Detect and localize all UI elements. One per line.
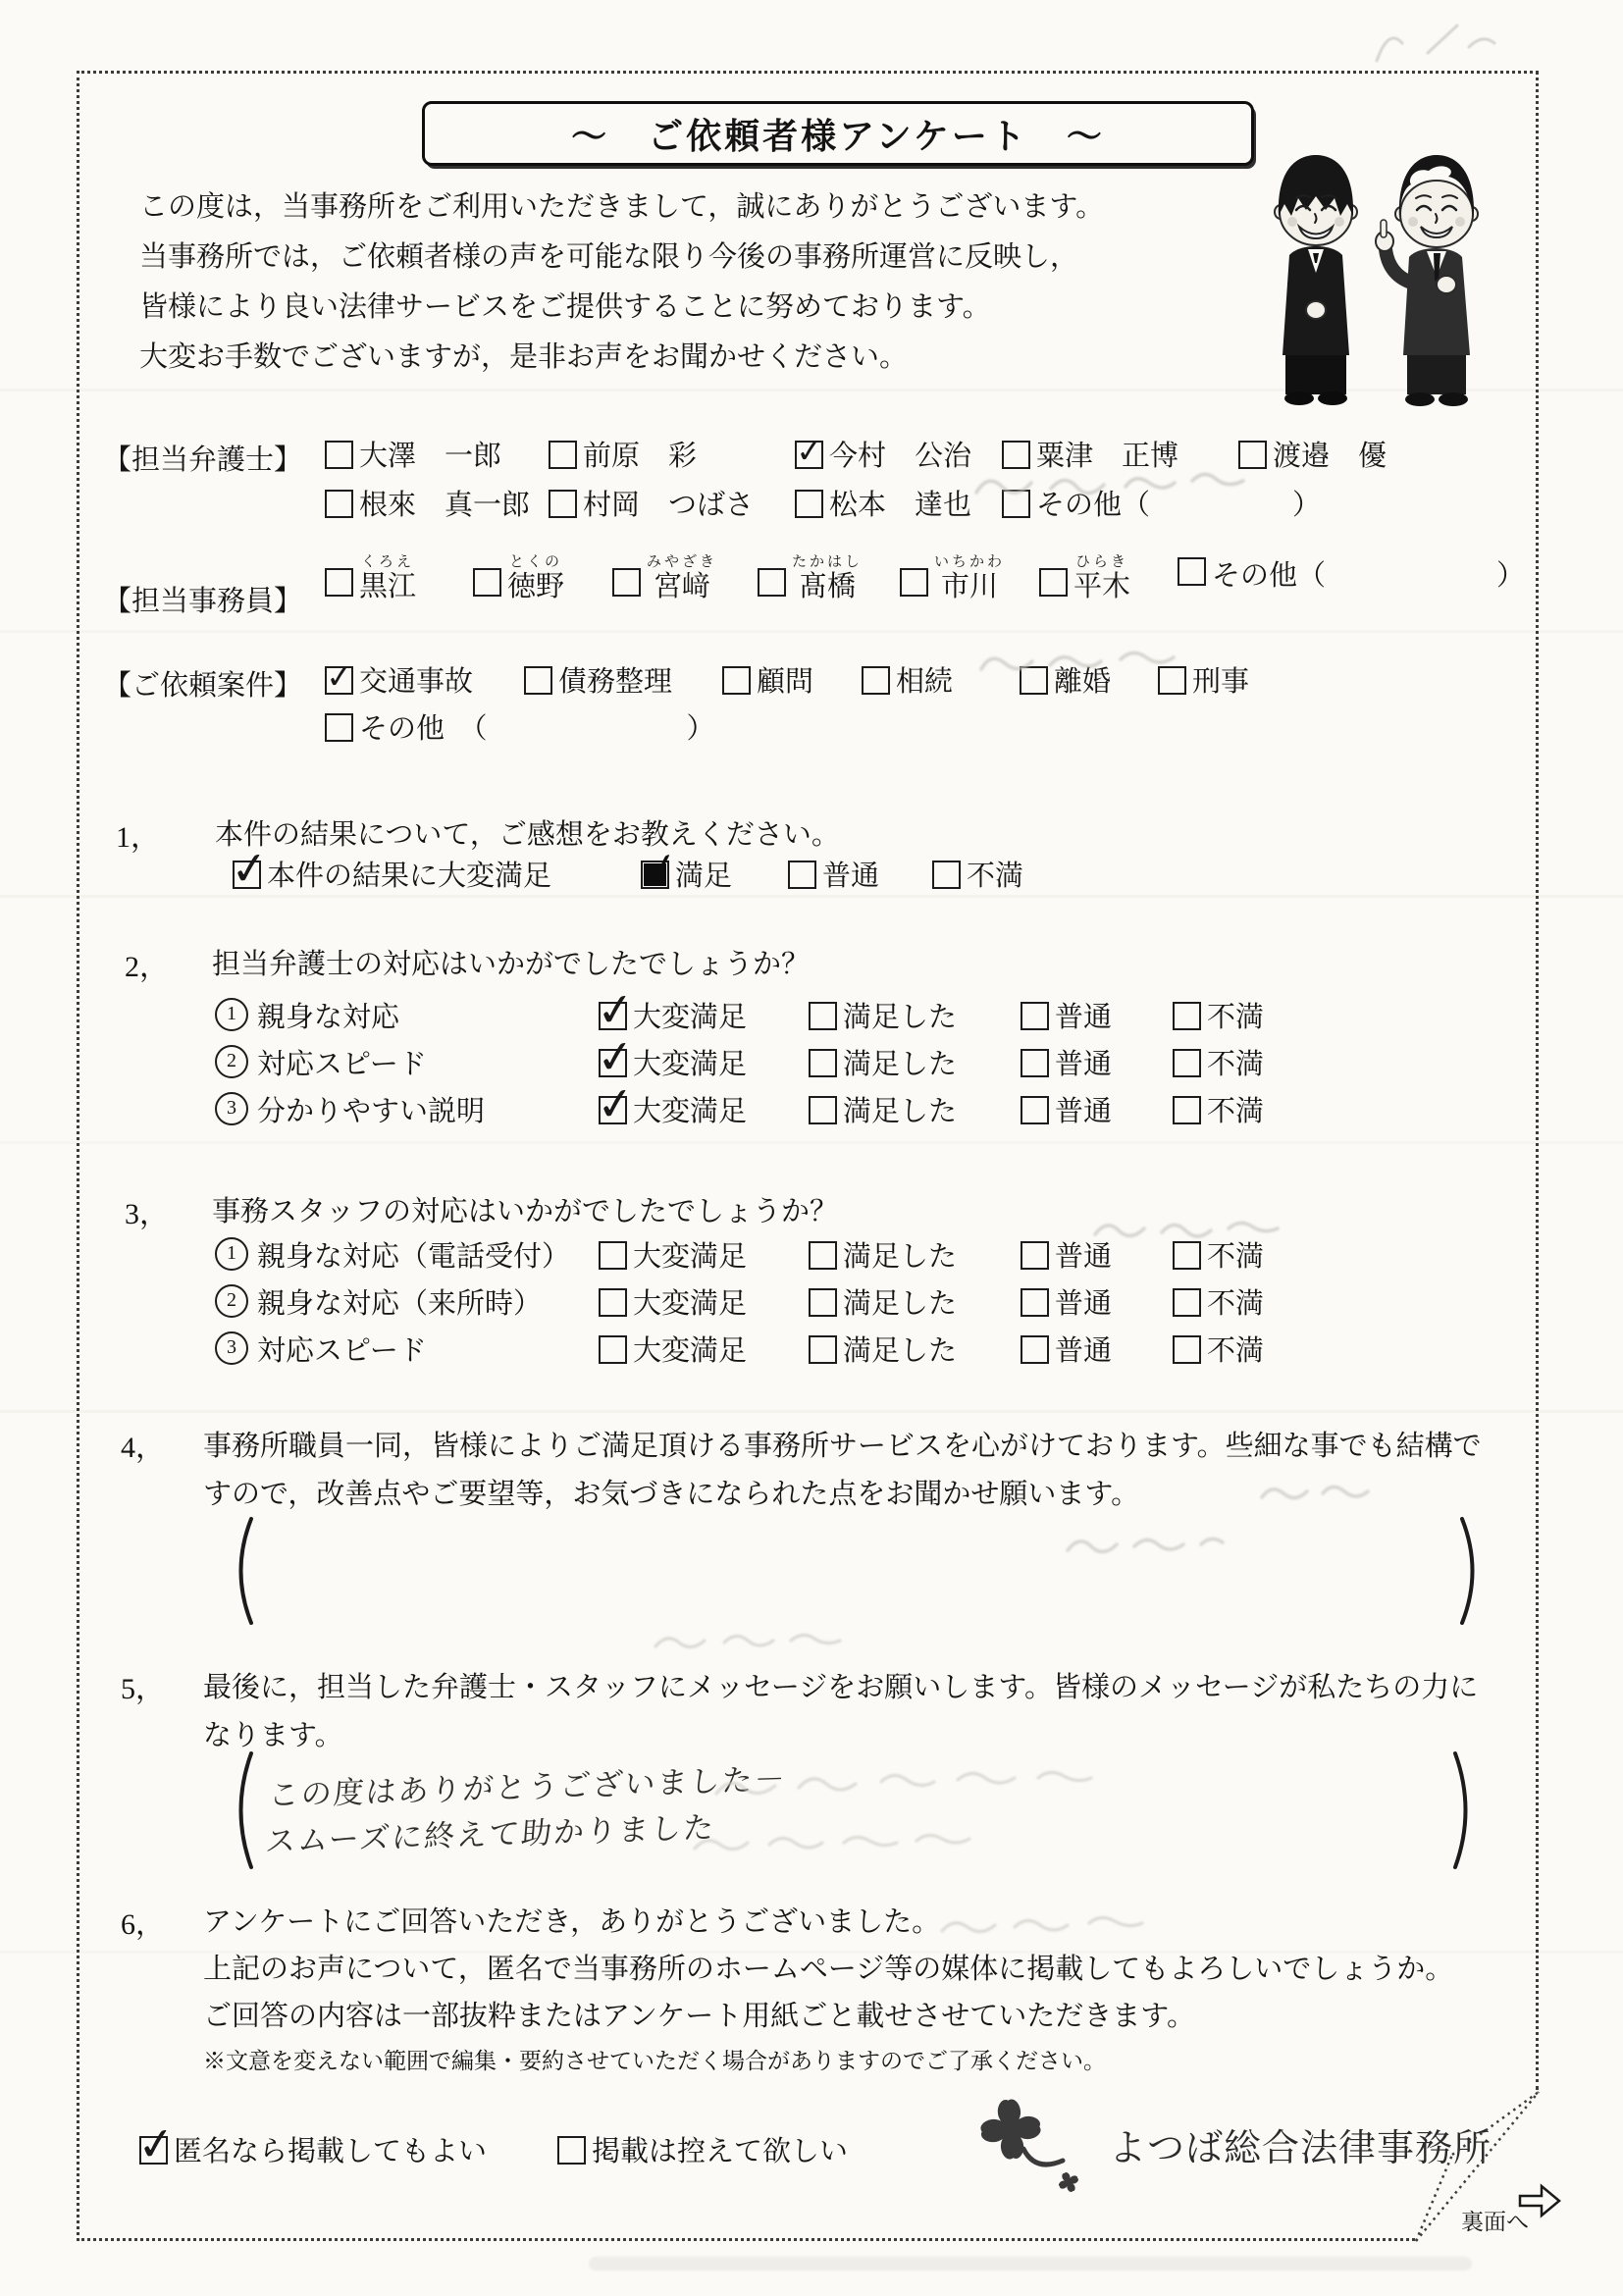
- furigana: みやざき: [647, 554, 718, 570]
- q3-row1-dissatisfied[interactable]: 不満: [1173, 1234, 1264, 1275]
- q4-answer-paren-left: [227, 1516, 256, 1626]
- checkbox[interactable]: [809, 1288, 837, 1317]
- q2-row1-satisfied[interactable]: 満足した: [809, 995, 957, 1035]
- clover-logo-icon: [967, 2088, 1114, 2211]
- checkbox[interactable]: [325, 713, 353, 742]
- staff-option-takahashi[interactable]: たかはし 髙橋: [758, 555, 863, 601]
- checkbox[interactable]: [809, 1241, 837, 1270]
- scan-shadow-band: [589, 2257, 1472, 2270]
- staff-option-hiraki[interactable]: ひらき 平木: [1039, 555, 1130, 601]
- furigana: たかはし: [792, 554, 864, 570]
- checkbox[interactable]: [599, 1241, 627, 1270]
- lawyer-option-maehara[interactable]: 前原 彩: [549, 434, 697, 474]
- q2-row2-satisfied[interactable]: 満足した: [809, 1042, 957, 1082]
- q3-number: 3，: [125, 1198, 169, 1230]
- q6-line3: ご回答の内容は一部抜粋またはアンケート用紙ごと載せさせていただきます。: [203, 2001, 1195, 2032]
- q6-note: ※文意を変えない範囲で編集・要約させていただく場合がありますのでご了承ください。: [203, 2049, 1106, 2073]
- staff-option-other[interactable]: その他（ ）: [1178, 555, 1525, 591]
- checkbox[interactable]: [139, 2136, 168, 2165]
- q2-row-3: [0, 1089, 1623, 1132]
- staff-option-tokuno[interactable]: とくの 徳野: [473, 555, 564, 601]
- circled-number: 2: [215, 1284, 248, 1318]
- checkbox[interactable]: [809, 1335, 837, 1364]
- circled-number: 1: [215, 998, 248, 1031]
- checkbox[interactable]: [233, 861, 261, 889]
- checkbox[interactable]: [599, 1288, 627, 1317]
- case-option-other[interactable]: その他 （ ）: [325, 706, 715, 747]
- checkbox[interactable]: [900, 568, 928, 597]
- checkbox[interactable]: [1173, 1335, 1201, 1364]
- checkbox[interactable]: [612, 568, 641, 597]
- checkbox[interactable]: [1173, 1096, 1201, 1124]
- circled-number: 3: [215, 1092, 248, 1125]
- bleedthrough-mark: [648, 1621, 942, 1660]
- q3-text: 事務スタッフの対応はいかがでしたでしょうか？: [212, 1196, 839, 1227]
- furigana: とくの: [509, 554, 563, 570]
- q1-option-dissatisfied[interactable]: 不満: [932, 854, 1023, 894]
- checkbox[interactable]: [1039, 568, 1068, 597]
- case-row-2: [0, 706, 1623, 750]
- intro-line: 当事務所では，ご依頼者様の声を可能な限り今後の事務所運営に反映し，: [139, 241, 1079, 273]
- circled-number: 3: [215, 1331, 248, 1365]
- q1-text: 本件の結果について，ご感想をお教えください。: [215, 819, 840, 851]
- q3-row2-label: 親身な対応（来所時）: [257, 1288, 543, 1320]
- q2-row2-very-satisfied[interactable]: ✓ 大変満足: [599, 1042, 747, 1082]
- case-option-traffic-accident[interactable]: ✓ 交通事故: [325, 659, 473, 700]
- q3-row-3: [0, 1329, 1623, 1372]
- q3-row2-neutral[interactable]: 普通: [1021, 1281, 1112, 1322]
- q3-row2-satisfied[interactable]: 満足した: [809, 1281, 957, 1322]
- checkbox[interactable]: [599, 1049, 627, 1077]
- checkbox[interactable]: [599, 1335, 627, 1364]
- staff-row: [0, 555, 1623, 612]
- q6-number: 6，: [121, 1908, 165, 1941]
- q4-text: 事務所職員一同，皆様によりご満足頂ける事務所サービスを心がけております。些細な事でも結構で すので，改善点やご要望等，お気づきになられた点をお聞かせ願います。: [203, 1431, 1482, 1510]
- q2-row-1: [0, 995, 1623, 1038]
- checkbox[interactable]: [325, 490, 353, 518]
- lawyer-row-2: [0, 483, 1623, 526]
- q3-row3-neutral[interactable]: 普通: [1021, 1329, 1112, 1369]
- checkbox[interactable]: [1002, 441, 1030, 469]
- furigana: いちかわ: [934, 554, 1006, 570]
- q2-text: 担当弁護士の対応はいかがでしたでしょうか？: [212, 949, 811, 980]
- q5-text: 最後に，担当した弁護士・スタッフにメッセージをお願いします。皆様のメッセージが私たちの力に なります。: [203, 1672, 1479, 1751]
- checkbox[interactable]: [809, 1096, 837, 1124]
- q2-row3-dissatisfied[interactable]: 不満: [1173, 1089, 1264, 1129]
- intro-text: [139, 183, 1104, 383]
- checkbox[interactable]: [1021, 1241, 1049, 1270]
- checkbox[interactable]: [1173, 1241, 1201, 1270]
- q1-option-satisfied[interactable]: ✓ 満足: [641, 854, 732, 894]
- q3-row3-satisfied[interactable]: 満足した: [809, 1329, 957, 1369]
- scan-streak: [0, 1410, 1623, 1413]
- bleedthrough-mark: [707, 1762, 1374, 1813]
- checkbox[interactable]: [932, 861, 961, 889]
- lawyer-option-matsumoto[interactable]: 松本 達也: [795, 483, 971, 523]
- q2-row3-neutral[interactable]: 普通: [1021, 1089, 1112, 1129]
- lawyer-option-osawa[interactable]: 大澤 一郎: [325, 434, 501, 474]
- q3-row3-dissatisfied[interactable]: 不満: [1173, 1329, 1264, 1369]
- q3-row1-satisfied[interactable]: 満足した: [809, 1234, 957, 1275]
- q3-row1-neutral[interactable]: 普通: [1021, 1234, 1112, 1275]
- checkbox[interactable]: [1158, 666, 1186, 695]
- checkbox[interactable]: [1021, 1335, 1049, 1364]
- q1-option-neutral[interactable]: 普通: [788, 854, 879, 894]
- q5-answer-paren-right: [1450, 1750, 1480, 1870]
- lawyer-option-imamura[interactable]: ✓ 今村 公治: [795, 434, 971, 474]
- q6-line1: アンケートにご回答いただき，ありがとうございました。: [203, 1906, 941, 1938]
- q1-options: [0, 854, 1623, 897]
- case-option-criminal[interactable]: 刑事: [1158, 659, 1249, 700]
- lawyer-option-watanabe[interactable]: 渡邉 優: [1238, 434, 1387, 474]
- lawyer-option-other[interactable]: その他（ ）: [1002, 483, 1321, 523]
- staff-option-kuroe[interactable]: くろえ 黒江: [325, 555, 416, 601]
- staff-option-ichikawa[interactable]: いちかわ 市川: [900, 555, 1005, 601]
- q1-option-very-satisfied[interactable]: ✓ 本件の結果に大変満足: [233, 854, 551, 894]
- checkbox[interactable]: [1173, 1002, 1201, 1030]
- checkbox[interactable]: [1173, 1288, 1201, 1317]
- furigana: ひらき: [1075, 554, 1129, 570]
- checkbox[interactable]: [557, 2136, 586, 2165]
- q2-row1-very-satisfied[interactable]: ✓ 大変満足: [599, 995, 747, 1035]
- pencil-scan-artifact: [1359, 14, 1506, 75]
- case-option-divorce[interactable]: 離婚: [1020, 659, 1111, 700]
- q6-option-do-not-publish[interactable]: 掲載は控えて欲しい: [557, 2129, 848, 2169]
- bleedthrough-mark: [934, 1904, 1287, 1949]
- case-option-debt[interactable]: 債務整理: [524, 659, 672, 700]
- checkbox[interactable]: [599, 1096, 627, 1124]
- checkbox[interactable]: [325, 666, 353, 695]
- page-title: [422, 101, 1254, 166]
- case-option-advisory[interactable]: 顧問: [722, 659, 813, 700]
- q4-answer-paren-right: [1457, 1516, 1487, 1626]
- checkbox[interactable]: [788, 861, 816, 889]
- q3-row-1: [0, 1234, 1623, 1278]
- arrow-right-icon: [1517, 2182, 1562, 2219]
- q2-row1-neutral[interactable]: 普通: [1021, 995, 1112, 1035]
- scan-streak: [0, 630, 1623, 633]
- staff-option-miyazaki[interactable]: みやざき 宮﨑: [612, 555, 717, 601]
- checkbox[interactable]: [809, 1049, 837, 1077]
- checkbox[interactable]: [1020, 666, 1048, 695]
- lawyer-option-negoro[interactable]: 根來 真一郎: [325, 483, 530, 523]
- checkbox[interactable]: [1021, 1288, 1049, 1317]
- intro-line: この度は，当事務所をご利用いただきまして，誠にありがとうございます。: [139, 191, 1105, 223]
- checkbox[interactable]: [325, 441, 353, 469]
- intro-line: 大変お手数でございますが，是非お声をお聞かせください。: [139, 341, 909, 373]
- q3-row3-label: 対応スピード: [257, 1335, 427, 1367]
- lawyer-option-muraoka[interactable]: 村岡 つばさ: [549, 483, 754, 523]
- firm-name: よつば総合法律事務所: [1109, 2128, 1492, 2169]
- q4-answer-area[interactable]: [265, 1531, 1442, 1614]
- checkbox[interactable]: [809, 1002, 837, 1030]
- lawyer-row-1: [0, 434, 1623, 477]
- checkbox[interactable]: [524, 666, 552, 695]
- scan-streak: [0, 1141, 1623, 1144]
- lawyer-section-label: 【担当弁護士】: [103, 444, 303, 476]
- two-lawyers-illustration: [1252, 131, 1495, 418]
- q2-row2-dissatisfied[interactable]: 不満: [1173, 1042, 1264, 1082]
- q1-number: 1，: [116, 821, 160, 854]
- checkbox[interactable]: [641, 861, 669, 889]
- case-row-1: [0, 659, 1623, 703]
- circled-number: 2: [215, 1045, 248, 1078]
- checkbox[interactable]: [473, 568, 501, 597]
- back-side-label[interactable]: 裏面へ: [1461, 2209, 1529, 2234]
- page-title-text: ～ ご依頼者様アンケート ～: [571, 116, 1105, 156]
- q2-number: 2，: [125, 951, 169, 983]
- q2-row2-neutral[interactable]: 普通: [1021, 1042, 1112, 1082]
- q3-row2-dissatisfied[interactable]: 不満: [1173, 1281, 1264, 1322]
- q3-row-2: [0, 1281, 1623, 1325]
- staff-section-label: 【担当事務員】: [103, 586, 303, 617]
- circled-number: 1: [215, 1237, 248, 1271]
- q3-row1-label: 親身な対応（電話受付）: [257, 1241, 571, 1273]
- intro-line: 皆様により良い法律サービスをご提供することに努めております。: [139, 291, 991, 323]
- q3-row3-very-satisfied[interactable]: 大変満足: [599, 1329, 747, 1369]
- q6-line2: 上記のお声について，匿名で当事務所のホームページ等の媒体に掲載してもよろしいでしょうか。: [203, 1954, 1454, 1985]
- q3-row2-very-satisfied[interactable]: 大変満足: [599, 1281, 747, 1322]
- q2-row1-label: 親身な対応: [257, 1002, 400, 1033]
- checkbox[interactable]: [1173, 1049, 1201, 1077]
- q5-number: 5，: [121, 1673, 165, 1705]
- q2-row3-very-satisfied[interactable]: ✓ 大変満足: [599, 1089, 747, 1129]
- checkbox[interactable]: [1021, 1096, 1049, 1124]
- q2-row3-label: 分かりやすい説明: [257, 1096, 486, 1127]
- q6-option-allow-anonymous[interactable]: ✓ 匿名なら掲載してもよい: [139, 2129, 487, 2169]
- q2-row3-satisfied[interactable]: 満足した: [809, 1089, 957, 1129]
- checkbox[interactable]: [795, 490, 823, 518]
- checkbox[interactable]: [1021, 1049, 1049, 1077]
- checkbox[interactable]: [599, 1002, 627, 1030]
- checkbox[interactable]: [1021, 1002, 1049, 1030]
- sheet-border-left: [77, 71, 79, 2241]
- sheet-border-bottom: [77, 2238, 1415, 2241]
- checkbox[interactable]: [722, 666, 751, 695]
- q3-row1-very-satisfied[interactable]: 大変満足: [599, 1234, 747, 1275]
- checkbox[interactable]: [1178, 557, 1206, 586]
- checkbox[interactable]: [549, 441, 577, 469]
- case-section-label: 【ご依頼案件】: [103, 670, 303, 702]
- furigana: くろえ: [361, 554, 415, 570]
- case-option-inheritance[interactable]: 相続: [862, 659, 953, 700]
- q2-row-2: [0, 1042, 1623, 1085]
- checkbox[interactable]: [758, 568, 786, 597]
- q4-number: 4，: [121, 1432, 165, 1464]
- sheet-border-top: [77, 71, 1539, 74]
- checkbox[interactable]: [1002, 490, 1030, 518]
- checkbox[interactable]: [325, 568, 353, 597]
- checkbox[interactable]: [549, 490, 577, 518]
- checkbox[interactable]: [795, 441, 823, 469]
- q5-handwritten-message: この度はありがとうございました－ スムーズに終えて助かりました: [264, 1761, 788, 1859]
- lawyer-option-awazu[interactable]: 粟津 正博: [1002, 434, 1178, 474]
- checkbox[interactable]: [1238, 441, 1267, 469]
- q2-row2-label: 対応スピード: [257, 1049, 427, 1080]
- checkbox[interactable]: [862, 666, 890, 695]
- q2-row1-dissatisfied[interactable]: 不満: [1173, 995, 1264, 1035]
- q5-answer-paren-left: [227, 1750, 256, 1870]
